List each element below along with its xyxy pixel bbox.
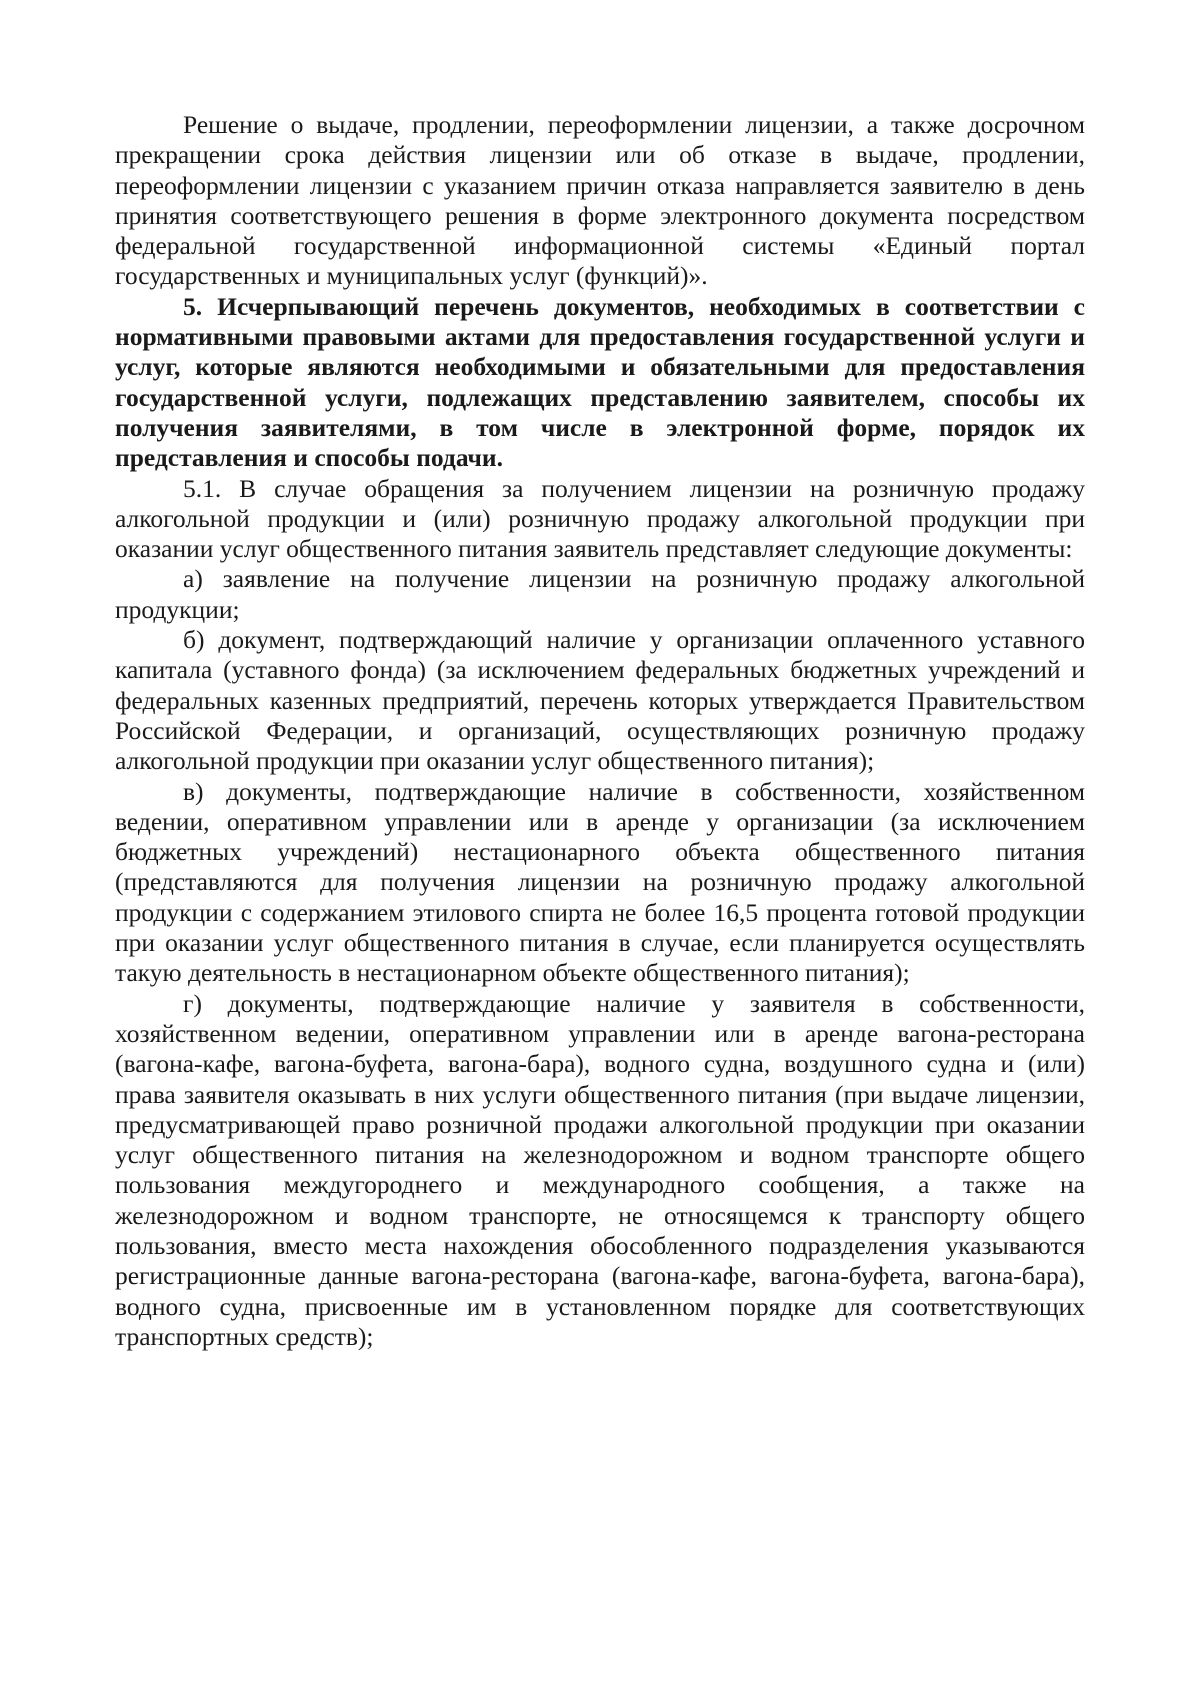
clause-5-1: 5.1. В случае обращения за получением лицензии на розничную продажу алкогольной продукции и (или) розничную продажу алкогольной продукции при оказании услуг общественного питания заявитель представляет следующие документы: (115, 473, 1085, 564)
list-item-a: а) заявление на получение лицензии на розничную продажу алкогольной продукции; (115, 564, 1085, 624)
paragraph-license-decision: Решение о выдаче, продлении, переоформлении лицензии, а также досрочном прекращении срока действия лицензии или об отказе в выдаче, продлении, переоформлении лицензии с указанием причин отказа направляется заявителю в день принятия соответствующего решения в форме электронного документа посредством федеральной государственной информационной системы «Единый портал государственных и муниципальных услуг (функций)». (115, 110, 1085, 291)
list-item-b: б) документ, подтверждающий наличие у организации оплаченного уставного капитала (уставного фонда) (за исключением федеральных бюджетных учреждений и федеральных казенных предприятий, перечень которых утверждается Правительством Российской Федерации, и организаций, осуществляющих розничную продажу алкогольной продукции при оказании услуг общественного питания); (115, 625, 1085, 776)
document-page (115, 110, 1085, 1352)
list-item-g: г) документы, подтверждающие наличие у заявителя в собственности, хозяйственном ведении, оперативном управлении или в аренде вагона-ресторана (вагона-кафе, вагона-буфета, вагона-бара), водного судна, воздушного судна и (или) права заявителя оказывать в них услуги общественного питания (при выдаче лицензии, предусматривающей право розничной продажи алкогольной продукции при оказании услуг общественного питания на железнодорожном и водном транспорте общего пользования междугороднего и международного сообщения, а также на железнодорожном и водном транспорте, не относящемся к транспорту общего пользования, вместо места нахождения обособленного подразделения указываются регистрационные данные вагона-ресторана (вагона-кафе, вагона-буфета, вагона-бара), водного судна, присвоенные им в установленном порядке для соответствующих транспортных средств); (115, 988, 1085, 1351)
list-item-v: в) документы, подтверждающие наличие в собственности, хозяйственном ведении, оперативном управлении или в аренде у организации (за исключением бюджетных учреждений) нестационарного объекта общественного питания (представляются для получения лицензии на розничную продажу алкогольной продукции с содержанием этилового спирта не более 16,5 процента готовой продукции при оказании услуг общественного питания в случае, если планируется осуществлять такую деятельность в нестационарном объекте общественного питания); (115, 776, 1085, 988)
section-5-heading: 5. Исчерпывающий перечень документов, необходимых в соответствии с нормативными правовыми актами для предоставления государственной услуги и услуг, которые являются необходимыми и обязательными для предоставления государственной услуги, подлежащих представлению заявителем, способы их получения заявителями, в том числе в электронной форме, порядок их представления и способы подачи. (115, 291, 1085, 473)
